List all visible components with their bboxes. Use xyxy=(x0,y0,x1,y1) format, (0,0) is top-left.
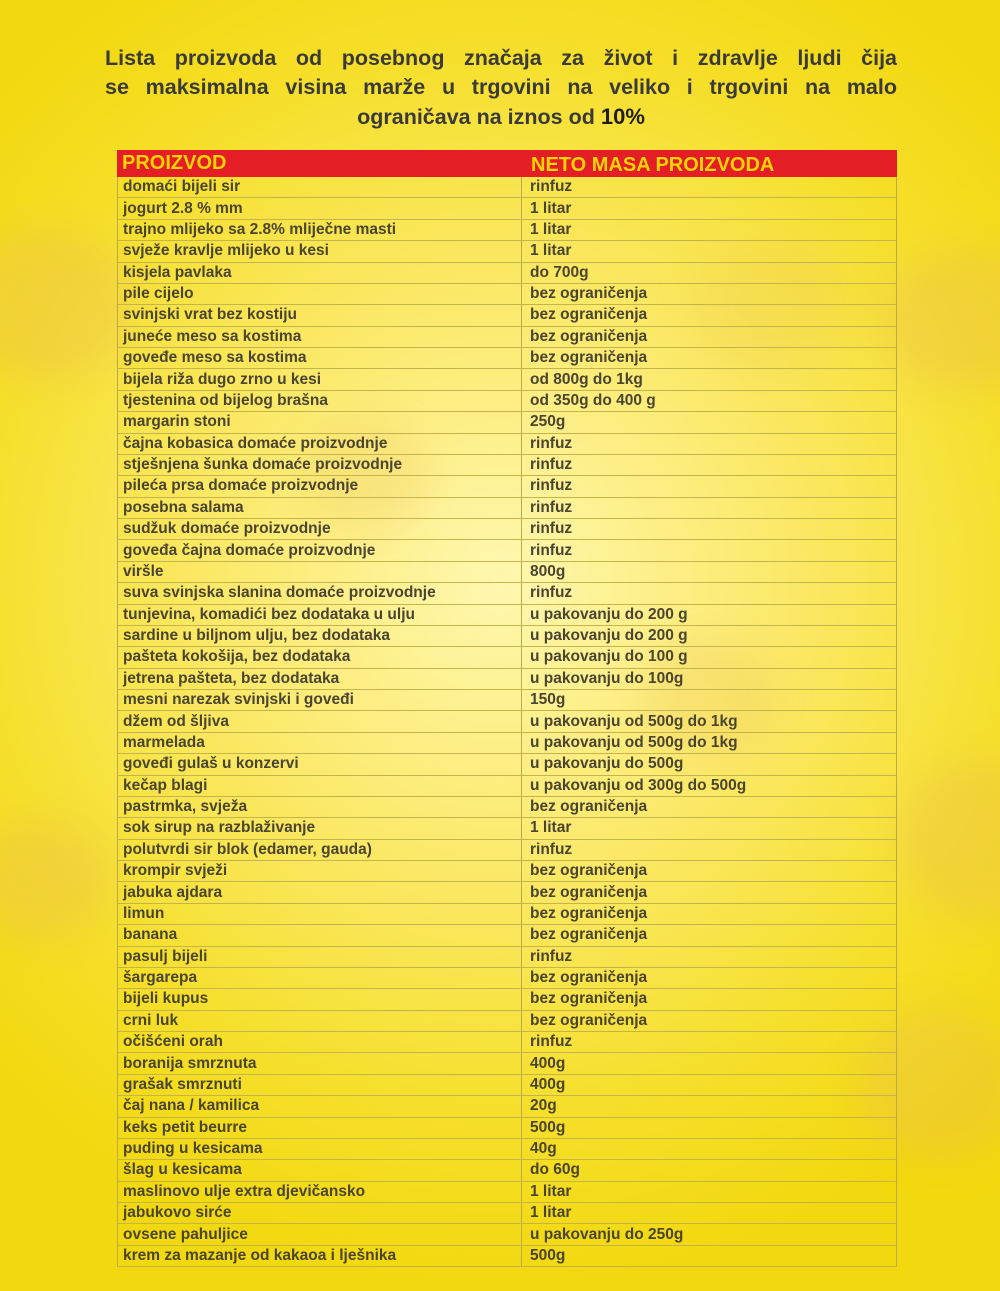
table-row xyxy=(118,327,896,348)
cell-net-mass: u pakovanju do 200 g xyxy=(530,605,688,623)
cell-product: pastrmka, svježa xyxy=(118,797,522,817)
cell-product: juneće meso sa kostima xyxy=(118,327,522,347)
column-header-product: PROIZVOD xyxy=(122,152,227,174)
cell-net-mass: 40g xyxy=(530,1140,557,1158)
table-row xyxy=(118,861,896,882)
table-row xyxy=(118,1139,896,1160)
cell-product: goveđe meso sa kostima xyxy=(118,348,522,368)
cell-product: maslinovo ulje extra djevičansko xyxy=(118,1182,522,1202)
cell-net-mass: u pakovanju od 300g do 500g xyxy=(530,776,747,794)
table-row xyxy=(118,241,896,262)
table-row xyxy=(118,840,896,861)
table-row xyxy=(118,925,896,946)
cell-product: mesni narezak svinjski i goveđi xyxy=(118,690,522,710)
table-row xyxy=(118,198,896,219)
table-row xyxy=(118,455,896,476)
cell-net-mass: od 350g do 400 g xyxy=(530,391,656,409)
cell-net-mass: u pakovanju do 200 g xyxy=(530,627,688,645)
cell-product: pileća prsa domaće proizvodnje xyxy=(118,476,522,496)
cell-product: jabuka ajdara xyxy=(118,882,522,902)
table-row xyxy=(118,412,896,433)
cell-product: čajna kobasica domaće proizvodnje xyxy=(118,434,522,454)
cell-product: jetrena pašteta, bez dodataka xyxy=(118,669,522,689)
cell-net-mass: 250g xyxy=(530,413,566,431)
cell-net-mass: rinfuz xyxy=(530,840,573,858)
cell-product: tunjevina, komadići bez dodataka u ulju xyxy=(118,605,522,625)
table-row xyxy=(118,1118,896,1139)
cell-net-mass: u pakovanju do 100g xyxy=(530,669,684,687)
cell-product: pašteta kokošija, bez dodataka xyxy=(118,647,522,667)
cell-net-mass: bez ograničenja xyxy=(530,969,648,987)
table-row xyxy=(118,904,896,925)
cell-net-mass: u pakovanju od 500g do 1kg xyxy=(530,733,738,751)
table-row xyxy=(118,369,896,390)
cell-product: keks petit beurre xyxy=(118,1118,522,1138)
cell-net-mass: rinfuz xyxy=(530,947,573,965)
cell-product: ovsene pahuljice xyxy=(118,1224,522,1244)
cell-net-mass: rinfuz xyxy=(530,434,573,452)
cell-net-mass: do 60g xyxy=(530,1161,580,1179)
title-line-3 xyxy=(105,102,897,132)
cell-product: puding u kesicama xyxy=(118,1139,522,1159)
cell-product: kisjela pavlaka xyxy=(118,263,522,283)
cell-product: goveđi gulaš u konzervi xyxy=(118,754,522,774)
cell-net-mass: bez ograničenja xyxy=(530,349,648,367)
table-row xyxy=(118,519,896,540)
cell-net-mass: rinfuz xyxy=(530,178,573,196)
cell-net-mass: 500g xyxy=(530,1118,566,1136)
product-table xyxy=(117,150,897,1267)
cell-product: polutvrdi sir blok (edamer, gauda) xyxy=(118,840,522,860)
cell-product: sudžuk domaće proizvodnje xyxy=(118,519,522,539)
cell-net-mass: u pakovanju do 500g xyxy=(530,755,684,773)
table-row xyxy=(118,647,896,668)
cell-net-mass: do 700g xyxy=(530,263,589,281)
cell-product: trajno mlijeko sa 2.8% mliječne masti xyxy=(118,220,522,240)
table-row xyxy=(118,391,896,412)
cell-net-mass: rinfuz xyxy=(530,477,573,495)
column-header-net-mass: NETO MASA PROIZVODA xyxy=(531,154,775,176)
table-row xyxy=(118,434,896,455)
cell-product: stješnjena šunka domaće proizvodnje xyxy=(118,455,522,475)
cell-product: pasulj bijeli xyxy=(118,947,522,967)
cell-product: sardine u biljnom ulju, bez dodataka xyxy=(118,626,522,646)
table-row xyxy=(118,1053,896,1074)
table-row xyxy=(118,882,896,903)
cell-net-mass: bez ograničenja xyxy=(530,990,648,1008)
table-row xyxy=(118,263,896,284)
cell-product: jabukovo sirće xyxy=(118,1203,522,1223)
table-row xyxy=(118,669,896,690)
table-row xyxy=(118,818,896,839)
table-body xyxy=(117,177,897,1267)
background-blur xyxy=(0,230,130,380)
table-row xyxy=(118,498,896,519)
cell-net-mass: 1 litar xyxy=(530,1182,572,1200)
cell-net-mass: 1 litar xyxy=(530,1204,572,1222)
cell-net-mass: u pakovanju do 100 g xyxy=(530,648,688,666)
page-title xyxy=(105,44,897,132)
cell-net-mass: 500g xyxy=(530,1246,566,1264)
cell-net-mass: bez ograničenja xyxy=(530,904,648,922)
table-row xyxy=(118,690,896,711)
table-row xyxy=(118,220,896,241)
cell-product: krem za mazanje od kakaoa i lješnika xyxy=(118,1246,522,1266)
cell-product: viršle xyxy=(118,562,522,582)
cell-product: kečap blagi xyxy=(118,776,522,796)
table-row xyxy=(118,733,896,754)
cell-net-mass: 800g xyxy=(530,562,566,580)
background-blur xyxy=(0,820,110,940)
cell-net-mass: bez ograničenja xyxy=(530,798,648,816)
cell-net-mass: 1 litar xyxy=(530,819,572,837)
cell-product: suva svinjska slanina domaće proizvodnje xyxy=(118,583,522,603)
cell-product: sok sirup na razblaživanje xyxy=(118,818,522,838)
table-row xyxy=(118,1096,896,1117)
cell-net-mass: od 800g do 1kg xyxy=(530,370,643,388)
table-row xyxy=(118,540,896,561)
cell-net-mass: bez ograničenja xyxy=(530,285,648,303)
table-row xyxy=(118,968,896,989)
cell-net-mass: u pakovanju od 500g do 1kg xyxy=(530,712,738,730)
cell-product: jogurt 2.8 % mm xyxy=(118,198,522,218)
cell-product: pile cijelo xyxy=(118,284,522,304)
cell-product: šargarepa xyxy=(118,968,522,988)
cell-net-mass: 1 litar xyxy=(530,220,572,238)
table-row xyxy=(118,177,896,198)
cell-product: boranija smrznuta xyxy=(118,1053,522,1073)
cell-net-mass: rinfuz xyxy=(530,1033,573,1051)
table-row xyxy=(118,1160,896,1181)
table-row xyxy=(118,989,896,1010)
table-row xyxy=(118,305,896,326)
title-line-3-text: ograničava na iznos od xyxy=(357,105,601,129)
cell-net-mass: rinfuz xyxy=(530,584,573,602)
cell-product: grašak smrznuti xyxy=(118,1075,522,1095)
cell-product: posebna salama xyxy=(118,498,522,518)
cell-product: marmelada xyxy=(118,733,522,753)
table-row xyxy=(118,626,896,647)
table-row xyxy=(118,754,896,775)
table-row xyxy=(118,1182,896,1203)
cell-product: goveđa čajna domaće proizvodnje xyxy=(118,540,522,560)
cell-net-mass: 1 litar xyxy=(530,242,572,260)
cell-net-mass: 20g xyxy=(530,1097,557,1115)
table-row xyxy=(118,562,896,583)
cell-product: domaći bijeli sir xyxy=(118,177,522,197)
table-row xyxy=(118,1011,896,1032)
cell-net-mass: 1 litar xyxy=(530,199,572,217)
cell-product: krompir svježi xyxy=(118,861,522,881)
title-percentage: 10% xyxy=(600,104,645,129)
cell-product: bijela riža dugo zrno u kesi xyxy=(118,369,522,389)
cell-product: banana xyxy=(118,925,522,945)
cell-net-mass: rinfuz xyxy=(530,520,573,538)
table-header-row xyxy=(117,150,897,177)
cell-product: svježe kravlje mlijeko u kesi xyxy=(118,241,522,261)
cell-product: tjestenina od bijelog brašna xyxy=(118,391,522,411)
cell-product: očišćeni orah xyxy=(118,1032,522,1052)
title-line-2: se maksimalna visina marže u trgovini na veliko i trgovini na malo xyxy=(105,75,897,99)
cell-net-mass: 150g xyxy=(530,691,566,709)
cell-product: limun xyxy=(118,904,522,924)
title-line-1: Lista proizvoda od posebnog značaja za život i zdravlje ljudi čija xyxy=(105,46,897,70)
table-row xyxy=(118,1246,896,1267)
table-row xyxy=(118,1075,896,1096)
table-row xyxy=(118,284,896,305)
table-row xyxy=(118,797,896,818)
cell-product: svinjski vrat bez kostiju xyxy=(118,305,522,325)
table-row xyxy=(118,1224,896,1245)
cell-net-mass: bez ograničenja xyxy=(530,1011,648,1029)
table-row xyxy=(118,947,896,968)
cell-product: šlag u kesicama xyxy=(118,1160,522,1180)
cell-net-mass: rinfuz xyxy=(530,456,573,474)
table-row xyxy=(118,605,896,626)
cell-net-mass: rinfuz xyxy=(530,498,573,516)
cell-net-mass: rinfuz xyxy=(530,541,573,559)
table-row xyxy=(118,1032,896,1053)
table-row xyxy=(118,711,896,732)
cell-net-mass: u pakovanju do 250g xyxy=(530,1225,684,1243)
cell-net-mass: bez ograničenja xyxy=(530,883,648,901)
background-blur xyxy=(880,250,1000,390)
cell-product: bijeli kupus xyxy=(118,989,522,1009)
cell-net-mass: bez ograničenja xyxy=(530,327,648,345)
background-blur xyxy=(900,760,1000,920)
cell-product: džem od šljiva xyxy=(118,711,522,731)
cell-net-mass: 400g xyxy=(530,1075,566,1093)
table-row xyxy=(118,1203,896,1224)
table-row xyxy=(118,776,896,797)
cell-net-mass: bez ograničenja xyxy=(530,862,648,880)
cell-product: margarin stoni xyxy=(118,412,522,432)
table-row xyxy=(118,476,896,497)
table-row xyxy=(118,583,896,604)
cell-product: čaj nana / kamilica xyxy=(118,1096,522,1116)
cell-product: crni luk xyxy=(118,1011,522,1031)
cell-net-mass: bez ograničenja xyxy=(530,306,648,324)
cell-net-mass: bez ograničenja xyxy=(530,926,648,944)
cell-net-mass: 400g xyxy=(530,1054,566,1072)
table-row xyxy=(118,348,896,369)
